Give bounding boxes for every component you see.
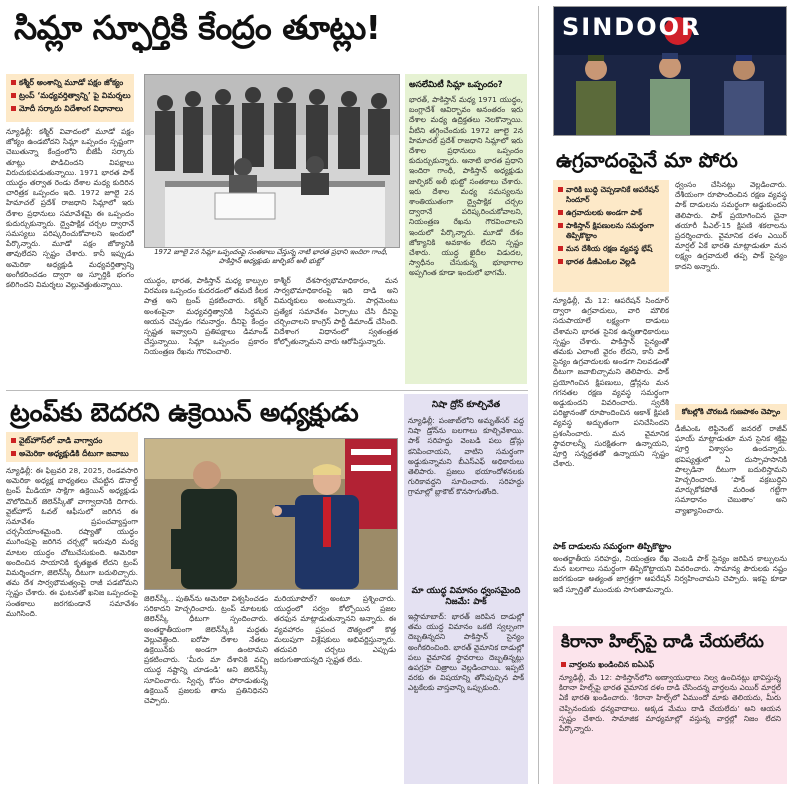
simla-bullet: కశ్మీర్ అంశాన్ని మూడో పక్షం జోక్యం — [9, 78, 131, 88]
trump-body-left: న్యూఢిల్లీ: ఈ ఫిబ్రవరి 28, 2025, రెండవసారి అమెరికా అధ్యక్ష బాధ్యతలు చేపట్టిన డొనాల్డ్ ట్రంప్ మీడియా సాక్షిగా ఉక్రెయిన్ అధ్యక్షుడు వొలోదిమిర్ జెలెన్‌స్కీతో వాగ్వాదానికి దిగారు. వైట్‌హౌస్ ఓవల్ ఆఫీసులో జరిగిన ఈ సమావేశం ప్రపంచవ్యాప్తంగా చర్చనీయాంశమైంది. రష్యాతో యుద్ధం ముగింపుపై జరిగిన చర్చల్లో ఇరువురి మధ్య మాటల యుద్ధం చోటుచేసుకుంది. అమెరికా అందించిన సాయానికి కృతజ్ఞత లేదని ట్రంప్ విమర్శించగా, జెలెన్‌స్కీ దీటుగా బదులిచ్చారు. తమ దేశ సార్వభౌమత్వంపై రాజీ పడబోమని స్పష్టం చేశారు. ఈ ఘటనతో ఖనిజ ఒప్పందంపై సంతకాలు జరగకుండానే సమావేశం ముగిసింది. — [6, 466, 138, 618]
simla-body-col3: కాశ్మీర్ దేశసార్వభౌమాధికారం, మన సార్వభౌమాధికారంపై ఇది దాడి అని విమర్శకులు అంటున్నారు. పార్లమెంటు ప్రత్యేక సమావేశం ఏర్పాటు చేసి దీనిపై చర్చించాలని కాంగ్రెస్ పార్టీ డిమాండ్ చేసింది. విదేశాంగ విధానంలో స్వతంత్రత కోల్పోతున్నామని వారు ఆరోపిస్తున్నారు. — [274, 276, 398, 347]
column-divider — [538, 6, 539, 784]
sindoor-bullet: భారత డీజీఎంఓల వెల్లడి — [556, 257, 666, 267]
simla-body-col2: యుద్ధం, భారత, పాకిస్తాన్ మధ్య కాల్పుల విరమణ ఒప్పందం కుదరడంలో తమదే కీలక పాత్ర అని ట్రంప్ ప్రకటించారు. కశ్మీర్ అంశంపైనా మధ్యవర్తిత్వానికి సిద్ధమని ఆయన చెప్పడం గమనార్హం. దీనిపై కేంద్రం స్పష్టత ఇవ్వాలని ప్రతిపక్షాలు డిమాండ్ చేస్తున్నాయి. సిమ్లా ఒప్పందం ప్రకారం నియంత్రణ రేఖను గౌరవించాలి. — [144, 276, 268, 357]
sindoor-subbox — [675, 404, 787, 420]
kirana-headline: కిరానా హిల్స్‌పై దాడి చేయలేదు — [561, 632, 764, 652]
trump-body-right: మరియూపొల్? అంటూ ప్రశ్నించారు. యుద్ధంలో సర్వం కోల్పోయిన ప్రజల తరఫున మాట్లాడుతున్నానని అన్నారు. ఈ వ్యవహారం ప్రపంచ దౌత్యంలో కొత్త మలుపుగా విశ్లేషకులు అభివర్ణిస్తున్నారు. తదుపరి చర్చలు ఎప్పుడు జరుగుతాయన్నది స్పష్టత లేదు. — [274, 594, 396, 665]
pak-plane-heading: మా యుద్ధ విమానం ధ్వంసమైంది నిజమే: పాక్ — [411, 586, 521, 607]
sindoor-bullets-box — [553, 180, 669, 292]
nisha-body: న్యూఢిల్లీ: పంజాబ్‌లోని అమృత్‌సర్ వద్ద నిషా డ్రోన్‌ను బలగాలు కూల్చివేశాయి. పాక్ సరిహద్దు వెంబడి పలు డ్రోన్లు కనిపించాయని, వాటిని సమర్థంగా అడ్డుకున్నామని బీఎస్‌ఎఫ్ అధికారులు తెలిపారు. ప్రజలు భయాందోళనలకు గురికావద్దని సూచించారు. సరిహద్దు గ్రామాల్లో బ్లాకౌట్ కొనసాగుతోంది. — [408, 416, 524, 497]
sindoor-photo-text: SINDOOR — [562, 13, 702, 41]
kirana-box — [553, 626, 787, 784]
sindoor-subheading2: పాక్ దాడులను సమర్థంగా తిప్పికొట్టాం — [553, 541, 672, 551]
trump-headline: ట్రంప్‌కు బెదరని ఉక్రెయిన్ అధ్యక్షుడు — [10, 398, 359, 428]
trump-bullets-box — [6, 432, 138, 462]
simla-body-col1: న్యూఢిల్లీ: కశ్మీర్ వివాదంలో మూడో పక్షం జోక్యం ఉండబోదని సిమ్లా ఒప్పందం స్పష్టంగా చెబుతున్నా కేంద్రంలోని బీజేపీ సర్కారు తూట్లు పొడిచిందని విపక్షాలు విరుచుకుపడుతున్నాయి. 1971 భారత పాక్ యుద్ధం తర్వాత రెండు దేశాల మధ్య కుదిరిన చారిత్రక ఒప్పందం ఇది. 1972 జూలై 2న హిమాచల్ ప్రదేశ్ రాజధాని సిమ్లాలో ఇరు దేశాల ప్రధానులు సమావేశమై ఈ ఒప్పందం కుదుర్చుకున్నారు. ద్వైపాక్షిక చర్చల ద్వారానే సమస్యలు పరిష్కరించుకోవాలని ఇందులో పేర్కొన్నారు. మూడో పక్షం జోక్యానికి తావులేదని స్పష్టం చేశారు. కానీ ఇప్పుడు అమెరికా అధ్యక్షుడి మధ్యవర్తిత్వాన్ని అంగీకరించడం ద్వారా ఆ స్ఫూర్తికి భంగం కలిగిందని విమర్శలు వెల్లువెత్తుతున్నాయి. — [6, 127, 134, 290]
sindoor-headline: ఉగ్రవాదంపైనే మా పోరు — [556, 148, 738, 172]
trump-zelensky-photo — [144, 438, 398, 590]
sindoor-bullet: మన దేశీయ రక్షణ వ్యవస్థ భేష్ — [556, 244, 666, 254]
kirana-bullet: వార్తలను ఖండించిన ఐఏఎఫ్ — [559, 660, 781, 670]
trump-body-mid: జెలెన్‌స్కీ.. పుతిన్‌ను అమెరికా విశ్వసించడం సరికాదని హెచ్చరించారు. ట్రంప్ మాటలకు జెలెన్‌స్కీ ధీటుగా స్పందించారు. అంతర్జాతీయంగా జెలెన్‌స్కీకి మద్దతు వెల్లువెత్తింది. ఐరోపా దేశాల నేతలు ఉక్రెయిన్‌కు అండగా ఉంటామని ప్రకటించారు. ‘మీరు మా దేశానికి వచ్చి యుద్ధ నష్టాన్ని చూడండి’ అని జెలెన్‌స్కీ సూచించారు. స్వేచ్ఛ కోసం పోరాడుతున్న ఉక్రెయిన్ ప్రజలకు తాను ప్రతినిధినని చెప్పారు. — [144, 594, 268, 706]
simla-bullet: మోదీ సర్కారు విదేశాంగ విధానాలు — [9, 104, 131, 114]
simla-headline: సిమ్లా స్ఫూర్తికి కేంద్రం తూట్లు! — [14, 8, 381, 47]
oval-office-illustration — [145, 439, 397, 589]
sindoor-subbox-heading: కోటల్లోకి చొరబడి గుణపాఠం చెప్పాం — [681, 407, 781, 416]
sindoor-bullet: వారికి బుద్ధి చెప్పడానికే ఆపరేషన్ సిందూర్ — [556, 185, 666, 205]
sindoor-body-right: ధ్వంసం చేసినట్లు వెల్లడించారు. దేశీయంగా రూపొందించిన రక్షణ వ్యవస్థ పాక్ దాడులను సమర్థంగా అడ్డుకుందని తెలిపారు. పాక్ ప్రయోగించిన చైనా తయారీ పీఎల్-15 క్షిపణి శకలాలను ప్రదర్శించారు. వైమానిక దళం ఎయిర్ మార్షల్ ఏకే భారతి మాట్లాడుతూ మన లక్ష్యం ఉగ్రవాదులే తప్ప పాక్ సైన్యం కాదని అన్నారు. — [675, 180, 787, 271]
sindoor-sub-body2: అంతర్జాతీయ సరిహద్దు, నియంత్రణ రేఖ వెంబడి పాక్ సైన్యం జరిపిన కాల్పులను మన బలగాలు సమర్థంగా తిప్పికొట్టాయని వివరించారు. సామాన్య పౌరులకు నష్టం జరగకుండా అత్యంత జాగ్రత్తగా ఆపరేషన్ నిర్వహించామని చెప్పారు. ఇకపై కూడా ఇదే స్ఫూర్తితో ముందుకు సాగుతామన్నారు. — [553, 554, 787, 594]
agreement-sidebar — [405, 74, 527, 384]
nisha-sidebar — [404, 394, 528, 784]
trump-bullet: అమెరికా అధ్యక్షుడికి దీటుగా జవాబు — [9, 449, 135, 459]
simla-photo-caption: 1972 జూలై 2న సిమ్లా ఒప్పందంపై సంతకాలు చేస్తున్న నాటి భారత ప్రధాని ఇందిరా గాంధీ, పాకిస్తాన్ అధ్యక్షుడు జుల్ఫికర్ అలీ భుట్టో — [154, 248, 388, 265]
trump-bullet: వైట్‌హౌస్‌లో వాడి వాగ్వాదం — [9, 436, 135, 446]
kirana-body: న్యూఢిల్లీ, మే 12: పాకిస్తాన్‌లోని అణ్వాయుధాలు నిల్వ ఉంచినట్లు భావిస్తున్న కిరానా హిల్స్‌పై భారత వైమానిక దళం దాడి చేసిందన్న వార్తలను ఎయిర్ మార్షల్ ఏకే భారతి ఖండించారు. ‘కిరానా హిల్స్‌లో ఏముందో మాకు తెలియదు, మీరు చెప్పినందుకు ధన్యవాదాలు. అక్కడ మేము దాడి చేయలేదు’ అని ఆయన స్పష్టం చేశారు. సామాజిక మాధ్యమాల్లో వస్తున్న వార్తల్లో నిజం లేదని పేర్కొన్నారు. — [559, 673, 781, 734]
sindoor-bullet: ఉగ్రవాదులకు అండగా పాక్ — [556, 208, 666, 218]
simla-bullets-box — [6, 74, 134, 122]
nisha-heading: నిషా ద్రోన్ కూల్చివేత — [431, 400, 501, 410]
sindoor-body: న్యూఢిల్లీ, మే 12: ఆపరేషన్ సిందూర్ ద్వారా ఉగ్రవాదులు, వారి మౌలిక సదుపాయాలే లక్ష్యంగా దాడులు చేశామని భారత సైనిక ఉన్నతాధికారులు స్పష్టం చేశారు. పాకిస్తాన్ సైన్యంతో తమకు ఎలాంటి వైరం లేదని, కానీ పాక్ సైన్యం ఉగ్రవాదులకు అండగా నిలవడంతో దీటుగా జవాబిచ్చామని తెలిపారు. పాక్ ప్రయోగించిన క్షిపణులు, డ్రోన్లను మన గగనతల రక్షణ వ్యవస్థ సమర్థంగా అడ్డుకుందని వివరించారు. స్వదేశీ పరిజ్ఞానంతో రూపొందించిన ఆకాశ్ క్షిపణి వ్యవస్థ అద్భుతంగా పనిచేసిందని ప్రశంసించారు. మన వైమానిక స్థావరాలన్నీ సురక్షితంగా ఉన్నాయని, పూర్తి సన్నద్ధతతో ఉన్నాయని స్పష్టం చేశారు. — [553, 296, 669, 469]
pak-plane-body: ఇస్లామాబాద్: భారత్ జరిపిన దాడుల్లో తమ యుద్ధ విమానం ఒకటి స్వల్పంగా దెబ్బతిన్నదని పాకిస్తాన్ సైన్యం అంగీకరించింది. భారత్ వైమానిక దాడుల్లో పలు వైమానిక స్థావరాలు దెబ్బతిన్నట్లు ఉపగ్రహ చిత్రాలు వెల్లడించాయి. ఇప్పటి వరకు ఈ విషయాన్ని తోసిపుచ్చిన పాక్ ఎట్టకేలకు వాస్తవాన్ని ఒప్పుకుంది. — [408, 612, 524, 693]
agreement-body: భారత్, పాకిస్తాన్ మధ్య 1971 యుద్ధం, బంగ్లాదేశ్ ఆవిర్భావం అనంతరం ఇరు దేశాల మధ్య ఉద్రిక్తతలు నెలకొన్నాయి. వీటిని తగ్గించేందుకు 1972 జూలై 2న హిమాచల్ ప్రదేశ్ రాజధాని సిమ్లాలో ఇరు దేశాల ప్రధానులు ఒప్పందం కుదుర్చుకున్నారు. ఆనాటి భారత ప్రధాని ఇందిరా గాంధీ, పాకిస్తాన్ అధ్యక్షుడు జుల్ఫికర్ అలీ భుట్టో సంతకాలు చేశారు. ఇరు దేశాల మధ్య సమస్యలను శాంతియుతంగా ద్వైపాక్షిక చర్చల ద్వారానే పరిష్కరించుకోవాలని, నియంత్రణ రేఖను గౌరవించాలని ఇందులో పేర్కొన్నారు. మూడో దేశం జోక్యానికి అవకాశం లేదని స్పష్టం చేశారు. యుద్ధ ఖైదీల విడుదల, స్వాధీనం చేసుకున్న భూభాగాల అప్పగింత కూడా ఇందులో భాగమే. — [409, 95, 523, 278]
agreement-heading: అసలేమిటీ సిమ్లా ఒప్పందం? — [409, 80, 503, 90]
sindoor-photo — [553, 6, 787, 136]
simla-photo-illustration — [145, 75, 399, 247]
sindoor-sub-body: డీజీఎంఓ లెఫ్టినెంట్ జనరల్ రాజీవ్ ఘాయ్ మాట్లాడుతూ మన సైనిక శక్తిపై పూర్తి విశ్వాసం ఉందన్నారు. భవిష్యత్తులో ఏ దుస్సాహసానికి పాల్పడినా దీటుగా బదులిస్తామని హెచ్చరించారు. ‘పాక్ వక్రబుద్ధిని మార్చుకోకపోతే మరింత గట్టిగా సమాధానం చెబుతాం’ అని వ్యాఖ్యానించారు. — [675, 424, 787, 515]
sindoor-bullet: పాకిస్తాన్ క్షిపణులను సమర్థంగా తిప్పికొట్టాం — [556, 221, 666, 241]
simla-agreement-photo — [144, 74, 400, 248]
simla-bullet: ట్రంప్ ‘మధ్యవర్తిత్వాన్ని’ పై విమర్శలు — [9, 91, 131, 101]
section-divider — [6, 390, 528, 391]
